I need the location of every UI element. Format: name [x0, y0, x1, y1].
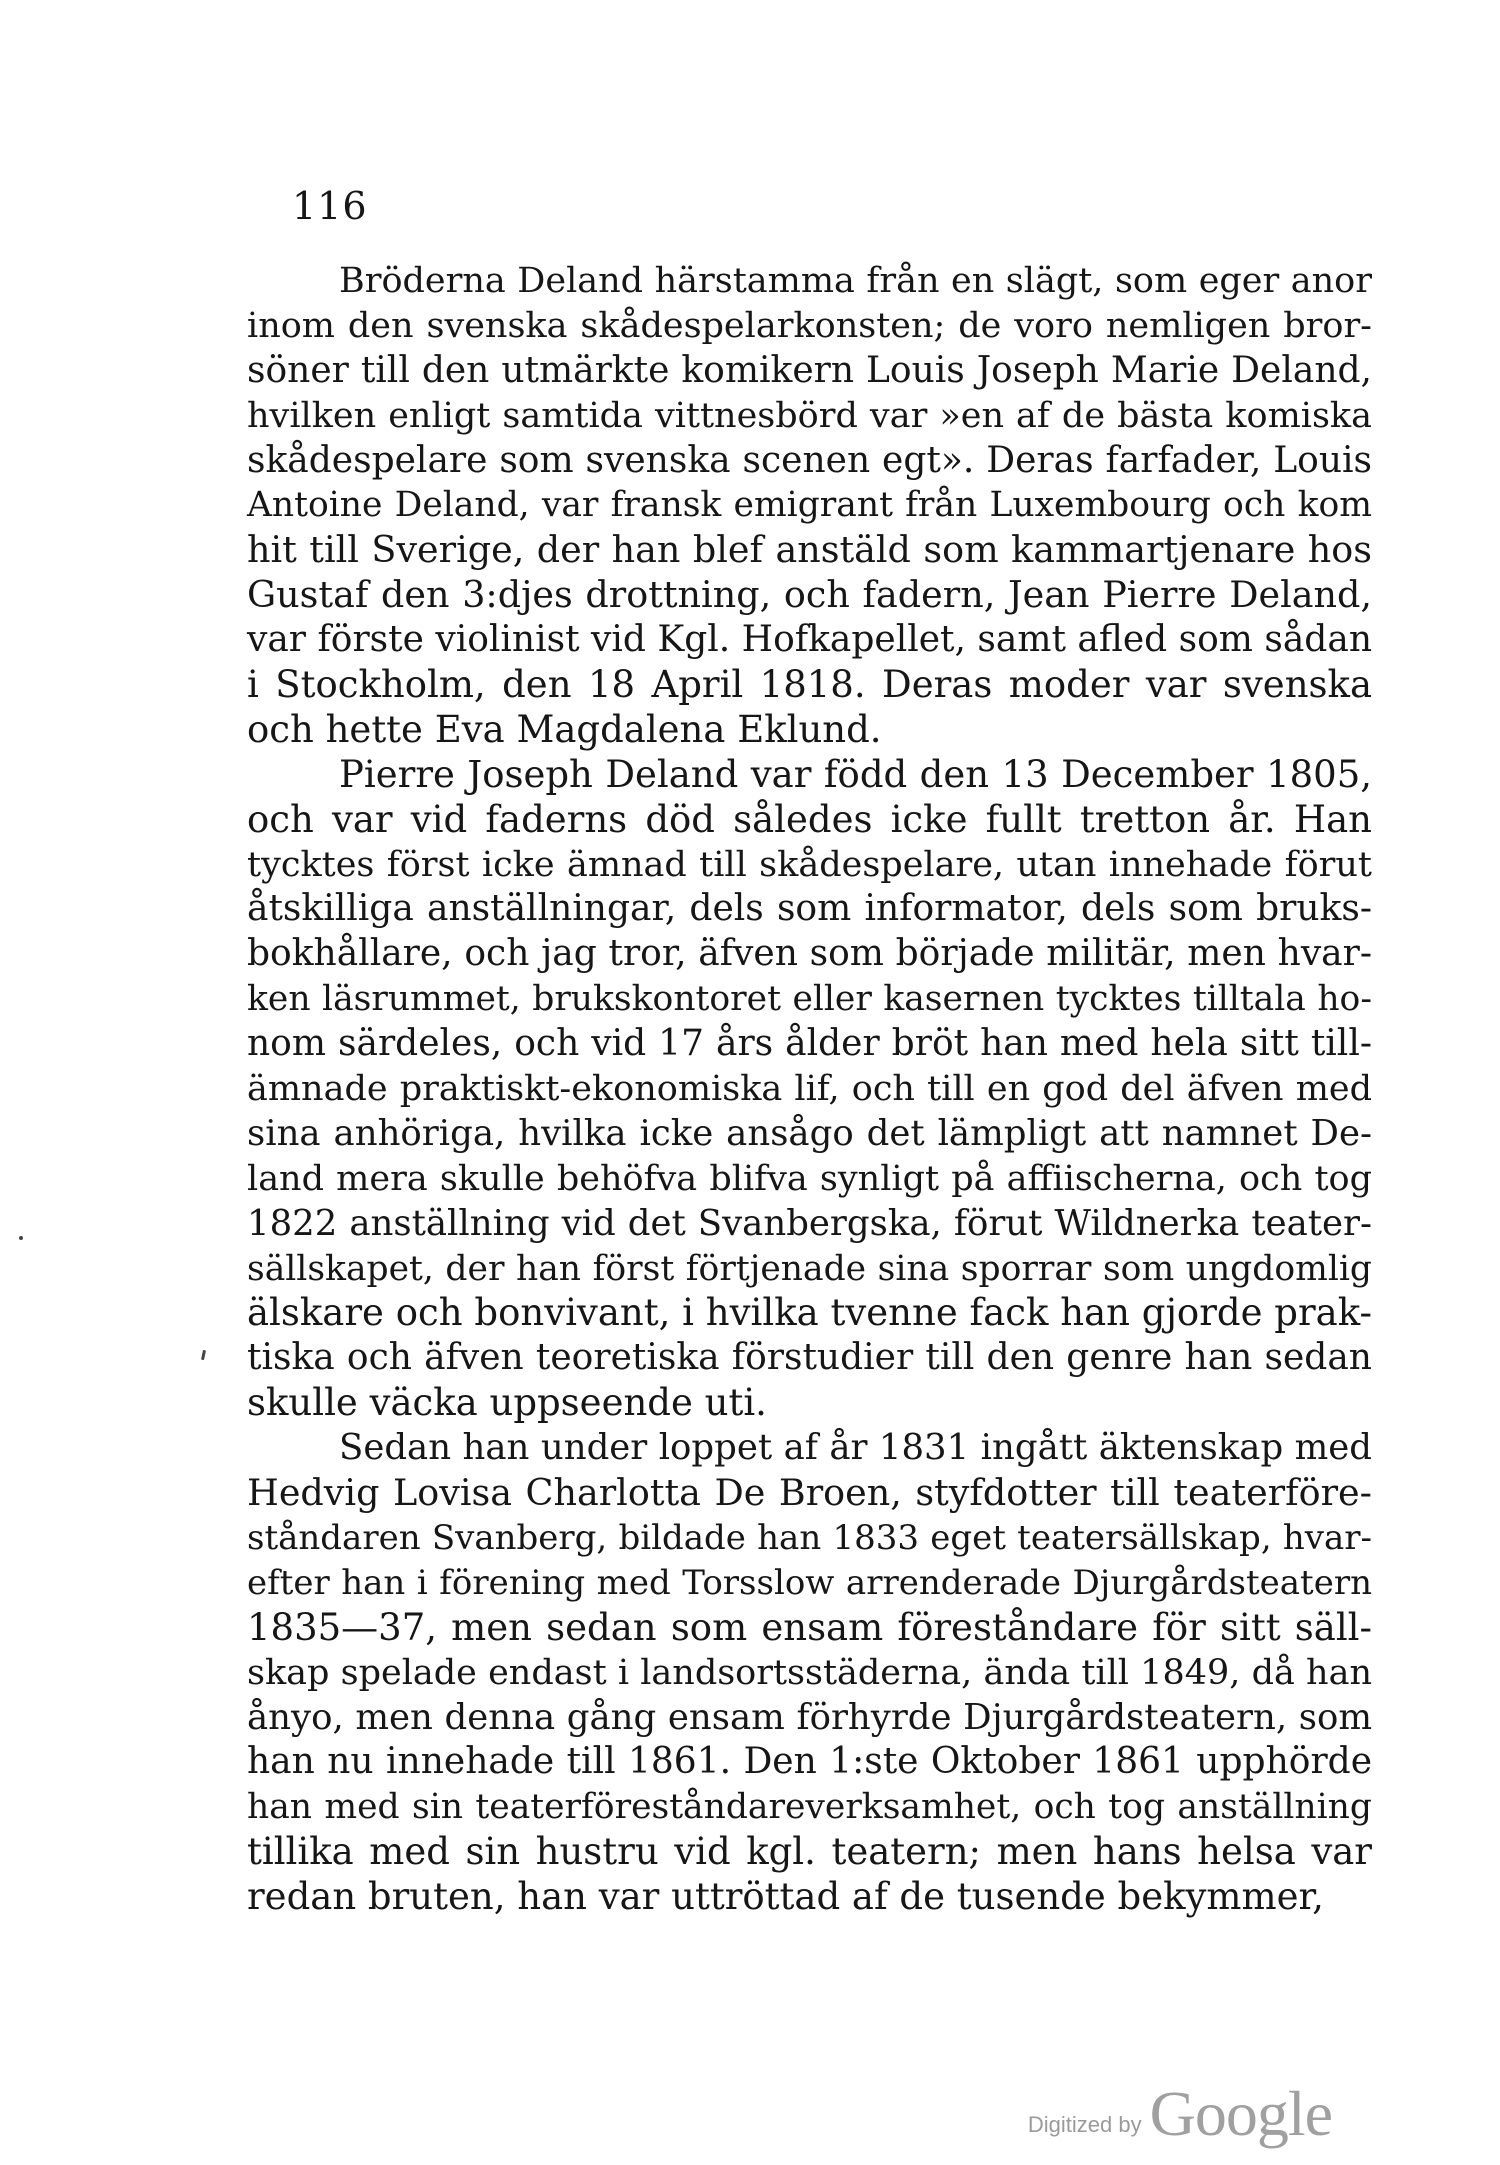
watermark-prefix: Digitized by: [1027, 2112, 1142, 2137]
text-line: tillika med sin hustru vid kgl. teatern; men hans helsa var: [247, 1830, 1372, 1874]
text-line: ken läsrummet, brukskontoret eller kasernen tycktes tilltala ho-: [247, 979, 1372, 1020]
text-line: 1822 anställning vid det Svanbergska, förut Wildnerka teater-: [247, 1202, 1372, 1244]
body-text: [247, 259, 1372, 1920]
text-line: Hedvig Lovisa Charlotta De Broen, styfdotter till teaterföre-: [247, 1471, 1372, 1515]
text-line: ånyo, men denna gång ensam förhyrde Djurgårdsteatern, som: [247, 1696, 1372, 1738]
text-line: Bröderna Deland härstamma från en slägt, som eger anor: [339, 261, 1372, 301]
paragraph: [247, 1426, 1372, 1920]
text-line: sällskapet, der han först förtjenade sina sporrar som ungdomlig: [247, 1248, 1372, 1289]
text-line: och var vid faderns död således icke fullt tretton år. Han: [247, 797, 1372, 841]
text-line: skådespelare som svenska scenen egt». Deras farfader, Louis: [247, 439, 1372, 481]
text-line: ståndaren Svanberg, bildade han 1833 eget teatersällskap, hvar-: [247, 1517, 1372, 1558]
text-line: och hette Eva Magdalena Eklund.: [247, 707, 882, 751]
scan-speck: [201, 1350, 206, 1360]
text-line: var förste violinist vid Kgl. Hofkapellet, samt afled som sådan: [247, 619, 1372, 661]
text-line: Sedan han under loppet af år 1831 ingått äktenskap med: [339, 1427, 1372, 1469]
text-line: inom den svenska skådespelarkonsten; de voro nemligen bror-: [247, 305, 1372, 346]
text-line: land mera skulle behöfva blifva synligt på affiischerna, och tog: [247, 1158, 1372, 1199]
text-line: hvilken enligt samtida vittnesbörd var »en af de bästa komiska: [247, 395, 1372, 436]
text-line: Gustaf den 3:djes drottning, och fadern, Jean Pierre Deland,: [247, 573, 1372, 617]
paragraph: [247, 259, 1372, 753]
paragraph: [247, 753, 1372, 1426]
google-logo: Google: [1149, 2078, 1332, 2149]
text-line: söner till den utmärkte komikern Louis Joseph Marie Deland,: [247, 349, 1372, 391]
text-line: redan bruten, han var uttröttad af de tusende bekymmer,: [247, 1875, 1324, 1919]
text-line: Antoine Deland, var fransk emigrant från Luxembourg och kom: [247, 485, 1372, 526]
text-line: ämnade praktiskt-ekonomiska lif, och till en god del äfven med: [247, 1069, 1372, 1110]
text-line: hit till Sverige, der han blef anstäld som kammartjenare hos: [247, 528, 1372, 572]
text-line: tiska och äfven teoretiska förstudier till den genre han sedan: [247, 1337, 1372, 1379]
text-line: skulle väcka uppseende uti.: [247, 1381, 767, 1425]
scan-speck: [19, 1236, 23, 1240]
text-line: han nu innehade till 1861. Den 1:ste Oktober 1861 upphörde: [247, 1741, 1372, 1783]
text-line: nom särdeles, och vid 17 års ålder bröt han med hela sitt till-: [247, 1023, 1372, 1065]
text-line: 1835—37, men sedan som ensam föreståndare för sitt säll-: [247, 1605, 1372, 1649]
text-line: han med sin teaterföreståndareverksamhet, och tog anställning: [247, 1787, 1372, 1828]
text-line: efter han i förening med Torsslow arrenderade Djurgårdsteatern: [247, 1562, 1372, 1603]
text-line: i Stockholm, den 18 April 1818. Deras moder var svenska: [247, 663, 1372, 707]
text-line: Pierre Joseph Deland var född den 13 December 1805,: [339, 752, 1372, 796]
text-line: skap spelade endast i landsortsstäderna, ända till 1849, då han: [247, 1652, 1372, 1693]
text-line: åtskilliga anställningar, dels som informator, dels som bruks-: [247, 888, 1372, 930]
text-line: sina anhöriga, hvilka icke ansågo det lämpligt att namnet De-: [247, 1112, 1372, 1154]
text-line: tycktes först icke ämnad till skådespelare, utan innehade förut: [247, 844, 1372, 885]
text-line: älskare och bonvivant, i hvilka tvenne fack han gjorde prak-: [247, 1291, 1372, 1335]
digitized-watermark: [1027, 2078, 1332, 2149]
page-number: 116: [292, 184, 368, 228]
text-line: bokhållare, och jag tror, äfven som började militär, men hvar-: [247, 933, 1372, 975]
